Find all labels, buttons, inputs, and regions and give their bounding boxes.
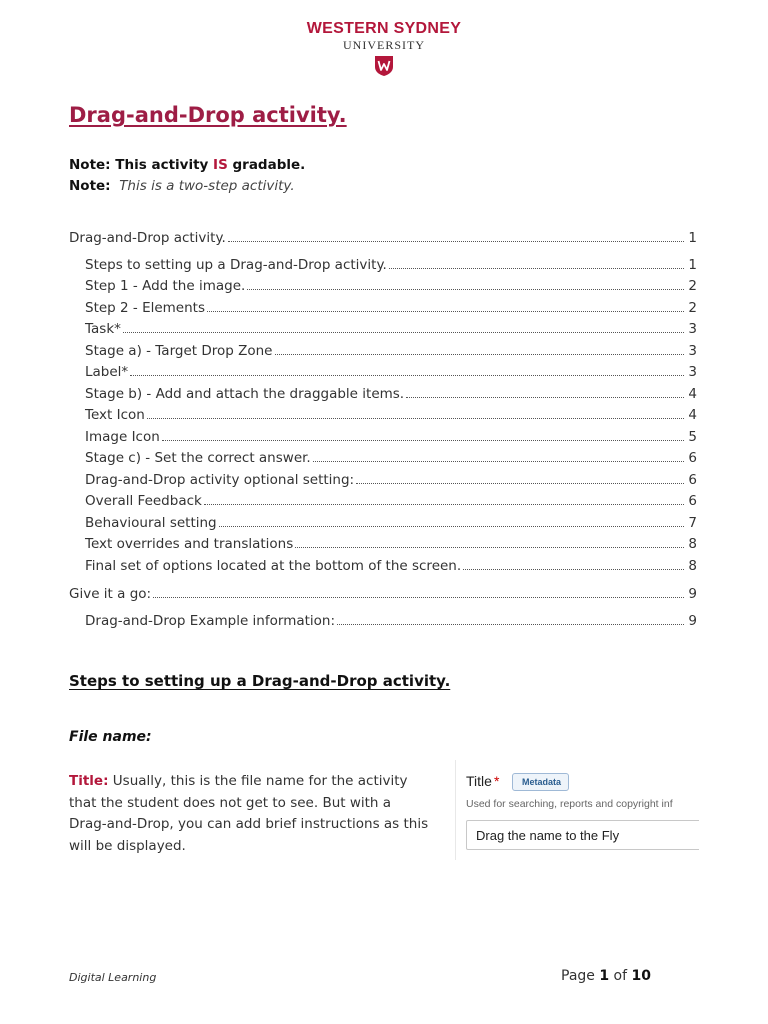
page-total: 10	[631, 968, 651, 984]
toc-leader-dots	[219, 515, 685, 527]
toc-page-number: 4	[688, 386, 697, 402]
toc-leader-dots	[406, 386, 684, 398]
toc-entry[interactable]	[85, 536, 697, 556]
metadata-badge: Metadata	[512, 773, 569, 791]
toc-entry[interactable]	[85, 493, 697, 513]
toc-leader-dots	[337, 613, 684, 625]
toc-entry[interactable]	[85, 429, 697, 449]
toc-entry-text: Give it a go:	[69, 586, 152, 602]
toc-entry[interactable]	[85, 450, 697, 470]
page-current: 1	[599, 968, 610, 984]
toc-entry[interactable]	[85, 558, 697, 578]
toc-entry-text: Stage c) - Set the correct answer.	[85, 450, 311, 466]
toc-entry-text: Image Icon	[85, 429, 160, 445]
toc-page-number: 6	[688, 450, 697, 466]
toc-entry[interactable]	[69, 586, 697, 606]
toc-entry[interactable]	[85, 343, 697, 363]
toc-page-number: 8	[688, 558, 697, 574]
toc-leader-dots	[313, 450, 685, 462]
toc-entry[interactable]	[85, 278, 697, 298]
toc-leader-dots	[463, 558, 684, 570]
toc-entry[interactable]	[85, 407, 697, 427]
toc-leader-dots	[162, 429, 685, 441]
toc-entry-text: Label*	[85, 364, 129, 380]
toc-page-number: 3	[688, 321, 697, 337]
toc-page-number: 2	[688, 300, 697, 316]
toc-page-number: 9	[688, 586, 697, 602]
toc-leader-dots	[123, 321, 685, 333]
section-heading: Steps to setting up a Drag-and-Drop activity.	[69, 672, 451, 690]
toc-leader-dots	[228, 230, 685, 242]
toc-entry-text: Steps to setting up a Drag-and-Drop activity.	[85, 257, 387, 273]
toc-page-number: 5	[688, 429, 697, 445]
toc-entry-text: Final set of options located at the bottom of the screen.	[85, 558, 462, 574]
toc-entry-text: Drag-and-Drop Example information:	[85, 613, 336, 629]
toc-entry[interactable]	[85, 364, 697, 384]
toc-entry-text: Text overrides and translations	[85, 536, 294, 552]
toc-entry-text: Overall Feedback	[85, 493, 202, 509]
title-description	[69, 771, 429, 857]
note1-suffix: gradable.	[227, 157, 306, 173]
toc-entry[interactable]	[85, 472, 697, 492]
toc-entry-text: Stage b) - Add and attach the draggable items.	[85, 386, 405, 402]
toc-page-number: 9	[688, 613, 697, 629]
page-number	[561, 968, 651, 984]
toc-page-number: 7	[688, 515, 697, 531]
toc-entry[interactable]	[85, 300, 697, 320]
note2-label: Note:	[69, 178, 111, 194]
toc-leader-dots	[247, 278, 684, 290]
toc-entry-text: Step 1 - Add the image.	[85, 278, 246, 294]
toc-page-number: 1	[688, 230, 697, 246]
note1-emphasis: IS	[213, 157, 228, 173]
toc-page-number: 1	[688, 257, 697, 273]
required-mark: *	[493, 773, 500, 789]
toc-page-number: 8	[688, 536, 697, 552]
note-two-step	[69, 178, 295, 194]
page-header	[0, 20, 768, 77]
toc-leader-dots	[295, 536, 684, 548]
title-label: Title:	[69, 773, 109, 789]
toc-page-number: 4	[688, 407, 697, 423]
footer-label: Digital Learning	[69, 971, 157, 984]
toc-entry-text: Text Icon	[85, 407, 145, 423]
toc-entry[interactable]	[85, 515, 697, 535]
toc-leader-dots	[147, 407, 685, 419]
logo-wordmark-line2: UNIVERSITY	[343, 38, 425, 52]
toc-entry[interactable]	[85, 386, 697, 406]
toc-entry[interactable]	[85, 257, 697, 277]
toc-entry[interactable]	[85, 613, 697, 633]
toc-entry-text: Drag-and-Drop activity.	[69, 230, 226, 246]
toc-entry[interactable]	[85, 321, 697, 341]
toc-entry-text: Behavioural setting	[85, 515, 217, 531]
toc-entry-text: Drag-and-Drop activity optional setting:	[85, 472, 355, 488]
file-name-heading: File name:	[69, 729, 152, 745]
screenshot-hint: Used for searching, reports and copyright inf	[466, 798, 673, 810]
note-gradable	[69, 157, 305, 173]
title-description-text: Usually, this is the file name for the activity that the student does not get to see. But with a Drag-and-Drop, you can add brief instructions as this will be displayed.	[69, 773, 429, 854]
document-title: Drag-and-Drop activity.	[69, 103, 347, 127]
screenshot-title-text: Title	[466, 773, 492, 789]
page-prefix: Page	[561, 968, 600, 984]
toc-leader-dots	[275, 343, 685, 355]
toc-leader-dots	[207, 300, 684, 312]
logo-wordmark-line1: WESTERN SYDNEY	[306, 20, 462, 37]
toc-leader-dots	[130, 364, 684, 376]
screenshot-title-input: Drag the name to the Fly	[466, 820, 699, 850]
toc-page-number: 2	[688, 278, 697, 294]
toc-page-number: 3	[688, 343, 697, 359]
toc-entry-text: Task*	[85, 321, 121, 337]
toc-leader-dots	[356, 472, 684, 484]
toc-leader-dots	[204, 493, 685, 505]
toc-page-number: 6	[688, 472, 697, 488]
page-mid: of	[609, 968, 632, 984]
screenshot-title-label	[466, 773, 499, 789]
note1-prefix: Note: This activity	[69, 157, 214, 173]
toc-leader-dots	[389, 257, 685, 269]
toc-entry[interactable]	[69, 230, 697, 250]
toc-page-number: 3	[688, 364, 697, 380]
toc-page-number: 6	[688, 493, 697, 509]
university-shield-icon	[374, 55, 394, 77]
toc-leader-dots	[153, 586, 684, 598]
toc-entry-text: Step 2 - Elements	[85, 300, 205, 316]
toc-entry-text: Stage a) - Target Drop Zone	[85, 343, 273, 359]
title-field-screenshot	[455, 760, 699, 860]
note2-text: This is a two-step activity.	[119, 178, 295, 194]
